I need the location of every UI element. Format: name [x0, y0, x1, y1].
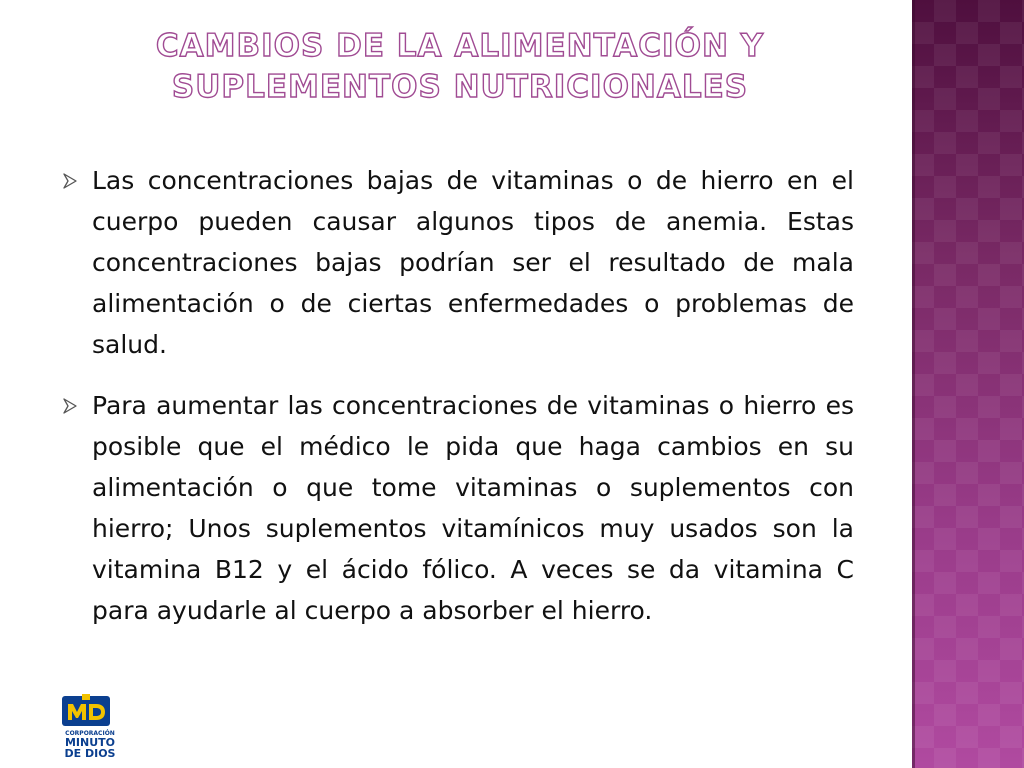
md-logo-icon — [62, 694, 110, 726]
chevron-right-icon — [62, 173, 78, 189]
slide-title: CAMBIOS DE LA ALIMENTACIÓN Y SUPLEMENTOS NUTRICIONALES — [155, 28, 765, 105]
decorative-side-panel — [912, 0, 1024, 768]
bullet-item-1 — [62, 160, 854, 365]
side-panel-edge — [912, 0, 915, 768]
logo-text-corporacion: CORPORACIÓN — [65, 730, 115, 737]
logo-text-de-dios: DE DIOS — [64, 747, 116, 760]
logo-text-minuto: MINUTO — [64, 736, 116, 749]
bullet-item-2 — [62, 385, 854, 631]
bullet-text: Para aumentar las concentraciones de vitaminas o hierro es posible que el médico le pida que haga cambios en su alimentación o que tome vitaminas o suplementos con hierro; Unos suplementos vitamínicos muy usados son la vitamina B12 y el ácido fólico. A veces se da vitamina C para ayudarle al cuerpo a absorber el hierro. — [92, 391, 854, 625]
bullet-text: Las concentraciones bajas de vitaminas o de hierro en el cuerpo pueden causar algunos tipos de anemia. Estas concentraciones bajas podrían ser el resultado de mala alimentación o de ciertas enfermedades o problemas de salud. — [92, 166, 854, 359]
bullet-list — [62, 160, 854, 651]
corporacion-minuto-de-dios-logo — [58, 690, 122, 762]
chevron-right-icon — [62, 398, 78, 414]
